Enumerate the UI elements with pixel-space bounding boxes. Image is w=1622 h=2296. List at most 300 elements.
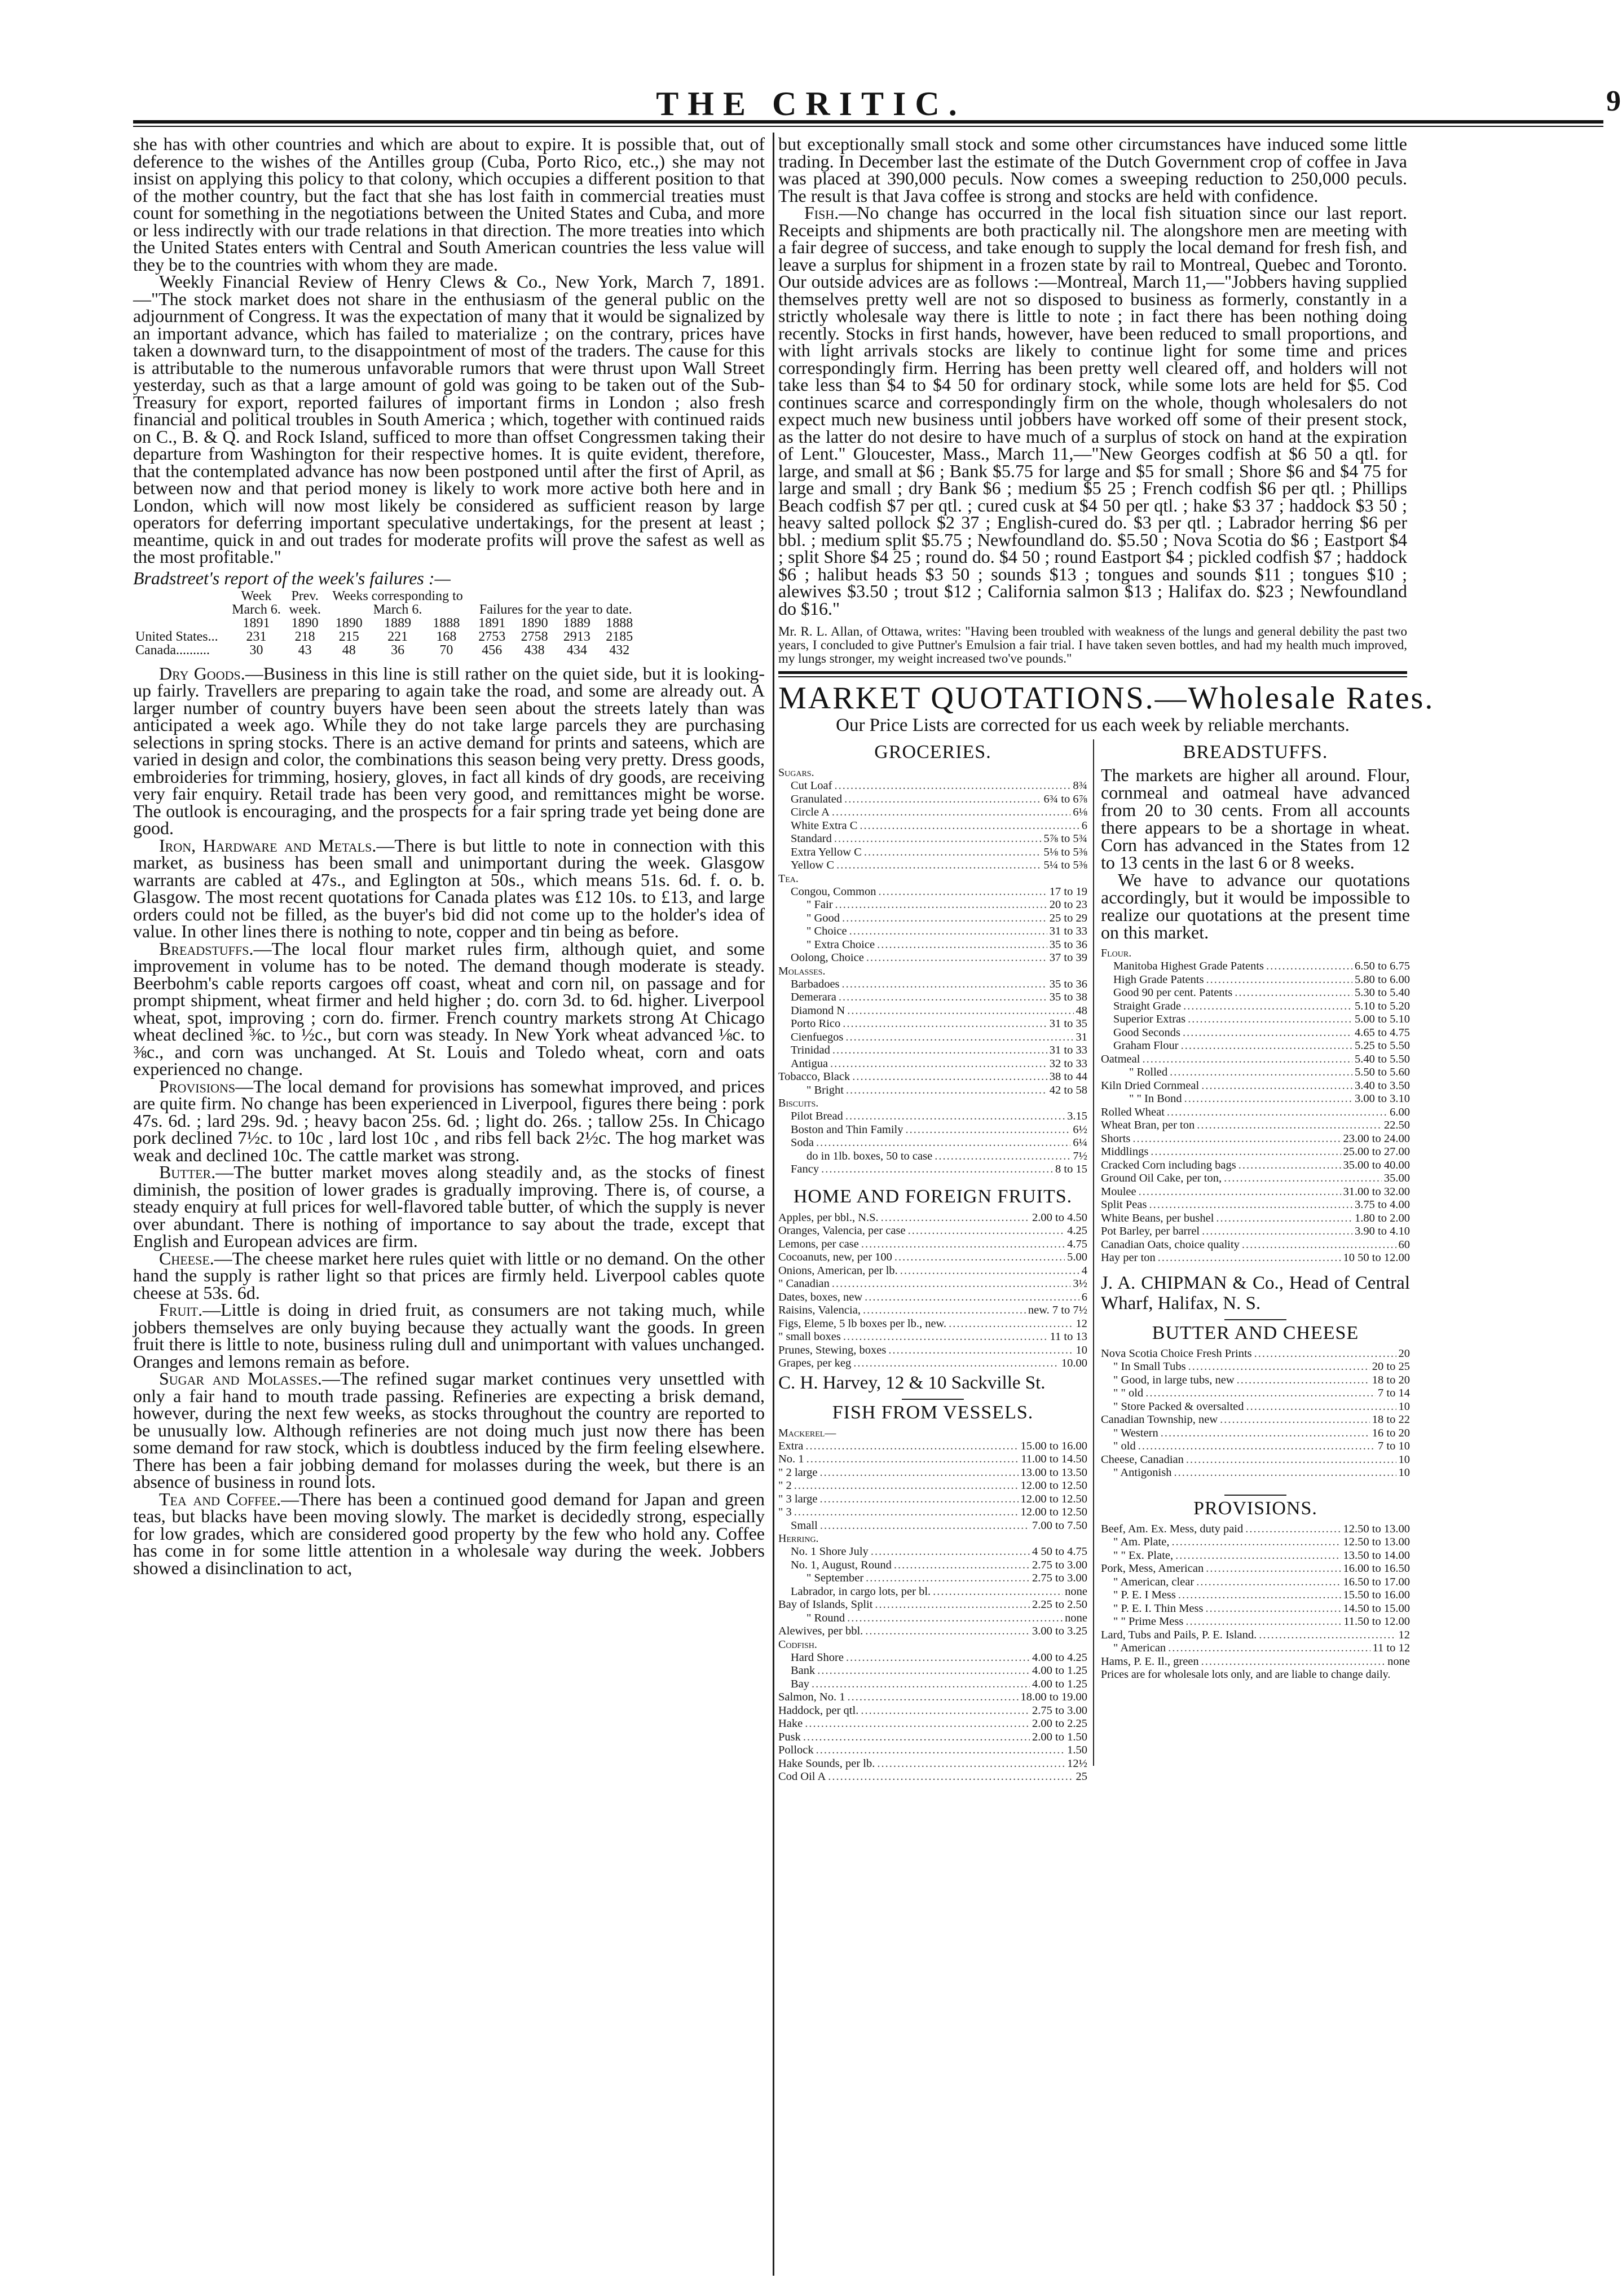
item-name: Superior Extras xyxy=(1113,1013,1186,1025)
item-name: Extra xyxy=(778,1439,804,1452)
item-price: 31 to 33 xyxy=(1049,1044,1087,1056)
item-name: Pollock xyxy=(778,1744,814,1756)
item-name: " " old xyxy=(1113,1387,1144,1399)
list-item xyxy=(1101,1374,1410,1387)
year-header: 1891 xyxy=(478,615,506,631)
section-heading: Butter. xyxy=(159,1162,216,1182)
item-name: " " In Bond xyxy=(1129,1092,1182,1105)
item-price: 3.90 to 4.10 xyxy=(1355,1225,1410,1237)
leader-dots xyxy=(816,1136,1070,1150)
provisions-heading: PROVISIONS. xyxy=(1193,1497,1317,1519)
list-item xyxy=(778,1004,1087,1018)
leader-dots xyxy=(846,1651,1030,1665)
list-item xyxy=(1101,1642,1410,1655)
item-price: 10 xyxy=(1398,1400,1410,1413)
left-column xyxy=(133,135,765,1576)
list-item xyxy=(778,1519,1087,1533)
list-item xyxy=(778,1559,1087,1572)
item-name: Trinidad xyxy=(791,1044,830,1056)
item-name: Hake Sounds, per lb. xyxy=(778,1757,875,1770)
provisions-list xyxy=(1101,1523,1410,1669)
page-number: 9 xyxy=(1606,85,1621,117)
list-item xyxy=(778,1770,1087,1784)
item-name: Moulee xyxy=(1101,1185,1136,1198)
list-item xyxy=(778,1493,1087,1506)
leader-dots xyxy=(817,1664,1030,1678)
item-name: Grapes, per keg xyxy=(778,1357,852,1369)
list-item xyxy=(778,859,1087,872)
item-name: " Rolled xyxy=(1129,1066,1168,1078)
leader-dots xyxy=(849,925,1047,938)
list-item xyxy=(1101,1106,1410,1120)
leader-dots xyxy=(1142,1053,1352,1067)
groceries-heading: GROCERIES. xyxy=(874,742,991,763)
item-price: 18 to 20 xyxy=(1372,1373,1410,1386)
leader-dots xyxy=(1171,1536,1341,1549)
item-price: 5.10 to 5.20 xyxy=(1355,999,1410,1012)
item-name: Cracked Corn including bags xyxy=(1101,1158,1236,1171)
list-item xyxy=(1101,1440,1410,1453)
paragraph: but exceptionally small stock and some other circumstances have induced some little trading. In December last the estimate of the Dutch Government crop of coffee in Java was placed at 390,000 peculs. Now comes a sweeping reduction to 250,000 peculs. The result is that Java coffee is strong and stocks are held with confidence. xyxy=(778,134,1407,206)
paragraph-iron: Iron, Hardware and Metals.—There is but little to note in connection with this market, as business has been small and unimportant during the week. Glasgow warrants are cabled at 47s., and Eglington at 50s., which means 51s. 6d. f. o. b. Glasgow. The most recent quotations for Canada plates was £12 10s. to £13, and large orders could not be filled, as the buyer's bid did not come up to the holder's idea of value. In other lines there is nothing to note, copper and tin being as before. xyxy=(133,835,765,941)
col-header: Weeks corresponding to xyxy=(332,588,463,603)
item-name: Pilot Bread xyxy=(791,1110,843,1122)
item-price: 4.00 to 4.25 xyxy=(1032,1651,1087,1664)
item-name: " P. E. I Mess xyxy=(1113,1589,1176,1601)
item-name: Labrador, in cargo lots, per bl. xyxy=(791,1585,931,1598)
leader-dots xyxy=(1175,1549,1341,1563)
item-name: Barbadoes xyxy=(791,977,840,990)
list-item xyxy=(1101,1615,1410,1629)
item-name: Haddock, per qtl. xyxy=(778,1704,859,1717)
item-price: 7½ xyxy=(1073,1149,1087,1162)
leader-dots xyxy=(908,1224,1065,1238)
list-item xyxy=(1101,986,1410,1000)
item-name: " " Ex. Plate, xyxy=(1113,1549,1174,1562)
list-item xyxy=(1101,1523,1410,1536)
leader-dots xyxy=(805,1440,1018,1453)
item-name: " Bright xyxy=(806,1083,844,1096)
item-price: 13.50 to 14.00 xyxy=(1343,1549,1410,1562)
year-header: 1890 xyxy=(335,615,363,631)
list-item xyxy=(778,951,1087,965)
breadstuffs-note-2: We have to advance our quotations accordingly, but it would be impossible to realize our quotations at the present time on this market. xyxy=(1101,870,1410,942)
item-name: " Store Packed & oversalted xyxy=(1113,1400,1244,1413)
list-item xyxy=(1101,1053,1410,1067)
item-price: 5⅛ to 5⅜ xyxy=(1043,845,1087,858)
paragraph-fruit: Fruit.—Little is doing in dried fruit, as consumers are not taking much, while jobbers themselves are only buying because they actually want the goods. In green fruit there is little to note, business ruling dull and unimportant with values unchanged. Oranges and lemons remain as before. xyxy=(133,1299,765,1372)
item-price: 4.25 xyxy=(1067,1224,1087,1237)
item-name: No. 1 Shore July xyxy=(791,1545,869,1558)
leader-dots xyxy=(1184,1092,1352,1106)
item-name: " American xyxy=(1113,1642,1166,1654)
publication-title: THE CRITIC. xyxy=(656,85,966,122)
leader-dots xyxy=(1238,1159,1341,1173)
item-price: 2.75 to 3.00 xyxy=(1032,1558,1087,1571)
list-item xyxy=(778,1163,1087,1176)
item-name: Manitoba Highest Grade Patents xyxy=(1113,960,1264,972)
list-subheading: Flour. xyxy=(1101,947,1132,959)
item-name: " Canadian xyxy=(778,1277,830,1290)
item-price: none xyxy=(1065,1611,1087,1624)
item-name: Wheat Bran, per ton xyxy=(1101,1119,1195,1131)
year-header: 1889 xyxy=(384,615,412,631)
leader-dots xyxy=(1224,1172,1382,1186)
year-header: 1891 xyxy=(243,615,270,631)
item-price: 11.50 to 12.00 xyxy=(1343,1615,1410,1628)
item-name: Lemons, per case xyxy=(778,1237,859,1250)
item-name: Nova Scotia Choice Fresh Prints xyxy=(1101,1347,1252,1360)
list-item xyxy=(778,1440,1087,1453)
item-price: 14.50 to 15.00 xyxy=(1343,1602,1410,1615)
leader-dots xyxy=(1216,1212,1352,1226)
codfish-list xyxy=(778,1651,1087,1691)
item-name: Standard xyxy=(791,832,832,845)
leader-dots xyxy=(1158,1251,1341,1265)
section-heading: Cheese. xyxy=(159,1248,214,1268)
leader-dots xyxy=(1181,1039,1352,1053)
year-header: 1889 xyxy=(563,615,590,631)
item-price: new. 7 to 7½ xyxy=(1028,1304,1087,1316)
leader-dots xyxy=(794,1506,1019,1519)
list-item xyxy=(778,832,1087,846)
list-item xyxy=(1101,1172,1410,1186)
list-item xyxy=(778,846,1087,860)
leader-dots xyxy=(1188,1013,1352,1026)
list-subheading: Biscuits. xyxy=(778,1097,819,1109)
list-item xyxy=(1101,1400,1410,1414)
item-name: " American, clear xyxy=(1113,1575,1195,1588)
item-price: 15.00 to 16.00 xyxy=(1020,1439,1087,1452)
list-item xyxy=(1101,1119,1410,1132)
item-name: High Grade Patents xyxy=(1113,973,1204,986)
list-item xyxy=(778,1304,1087,1317)
item-name: " In Small Tubs xyxy=(1113,1360,1186,1373)
item-price: 37 to 39 xyxy=(1049,951,1087,964)
item-price: 1.80 to 2.00 xyxy=(1355,1211,1410,1224)
item-name: Raisins, Valencia, xyxy=(778,1304,861,1316)
leader-dots xyxy=(877,938,1047,952)
item-name: Oolong, Choice xyxy=(791,951,864,964)
leader-dots xyxy=(866,1572,1030,1585)
list-item xyxy=(778,1744,1087,1757)
item-name: Hake xyxy=(778,1717,803,1730)
leader-dots xyxy=(861,1238,1065,1251)
leader-dots xyxy=(1242,1239,1396,1252)
item-name: Cod Oil A xyxy=(778,1770,826,1783)
item-name: Beef, Am. Ex. Mess, duty paid xyxy=(1101,1522,1244,1535)
list-item xyxy=(1101,1239,1410,1252)
flour-list-block xyxy=(1101,947,1410,1265)
item-price: 38 to 44 xyxy=(1049,1070,1087,1083)
table-row: United States... 231 218 215 221 168 2753 2758 2913 2185 xyxy=(135,629,633,644)
col-header: March 6. xyxy=(232,602,281,617)
leader-dots xyxy=(1188,1360,1370,1374)
list-item xyxy=(778,1704,1087,1718)
list-item xyxy=(778,1070,1087,1084)
leader-dots xyxy=(847,1691,1018,1704)
item-name: Cheese, Canadian xyxy=(1101,1453,1184,1466)
leader-dots xyxy=(852,1070,1047,1084)
leader-dots xyxy=(1201,1655,1385,1669)
leader-dots xyxy=(845,1031,1073,1045)
item-price: 2.75 to 3.00 xyxy=(1032,1572,1087,1584)
list-subheading: Herring. xyxy=(778,1532,819,1545)
flour-list xyxy=(1101,960,1410,1265)
provisions-footnote: Prices are for wholesale lots only, and are liable to change daily. xyxy=(1101,1668,1391,1681)
item-price: 3.75 to 4.00 xyxy=(1355,1198,1410,1211)
item-name: " Western xyxy=(1113,1426,1158,1439)
leader-dots xyxy=(1170,1066,1352,1079)
item-name: " Am. Plate, xyxy=(1113,1536,1170,1548)
item-price: 3.00 to 3.10 xyxy=(1355,1092,1410,1105)
leader-dots xyxy=(1254,1347,1396,1361)
item-name: Soda xyxy=(791,1136,814,1149)
item-price: 5.50 to 5.60 xyxy=(1355,1066,1410,1078)
item-name: " Antigonish xyxy=(1113,1466,1172,1479)
item-name: White Extra C xyxy=(791,819,858,832)
item-price: 32 to 33 xyxy=(1049,1057,1087,1070)
list-item xyxy=(778,978,1087,991)
item-price: none xyxy=(1387,1655,1410,1668)
item-price: 5.25 to 5.50 xyxy=(1355,1039,1410,1052)
list-item xyxy=(1101,1453,1410,1467)
section-heading: Sugar and Molasses. xyxy=(159,1368,322,1389)
list-item xyxy=(1101,1427,1410,1440)
groceries-list xyxy=(778,766,1087,1176)
leader-dots xyxy=(1246,1400,1396,1414)
list-item xyxy=(778,1757,1087,1771)
leader-dots xyxy=(1145,1387,1376,1400)
leader-dots xyxy=(843,1017,1047,1031)
leader-dots xyxy=(812,1678,1030,1691)
item-name: Congou, Common xyxy=(791,885,876,898)
item-price: 35.00 xyxy=(1383,1172,1410,1184)
leader-dots xyxy=(879,885,1047,899)
item-price: 22.50 xyxy=(1383,1119,1410,1131)
list-item xyxy=(1101,1132,1410,1146)
list-item xyxy=(1101,1589,1410,1602)
col-header: Week xyxy=(241,588,272,603)
list-item xyxy=(1101,1159,1410,1173)
item-price: 12.50 to 13.00 xyxy=(1343,1536,1410,1548)
item-price: 6⅛ xyxy=(1073,806,1087,818)
item-price: 12.00 to 12.50 xyxy=(1020,1506,1087,1518)
item-price: 5¼ to 5⅜ xyxy=(1043,859,1087,871)
list-item xyxy=(778,1612,1087,1625)
divider xyxy=(1224,1495,1286,1496)
list-item xyxy=(778,1466,1087,1480)
item-price: 35 to 36 xyxy=(1049,977,1087,990)
item-name: Yellow C xyxy=(791,859,835,871)
divider xyxy=(1224,1319,1286,1320)
leader-dots xyxy=(871,1545,1030,1559)
leader-dots xyxy=(835,898,1047,912)
leader-dots xyxy=(839,991,1047,1004)
section-heading: Fruit. xyxy=(159,1299,203,1320)
list-item xyxy=(1101,1549,1410,1563)
tea-list xyxy=(778,885,1087,965)
fruit-merchant-credit: C. H. Harvey, 12 & 10 Sackville St. xyxy=(778,1372,1046,1393)
item-price: 16.00 to 16.50 xyxy=(1343,1562,1410,1575)
item-price: 13.00 to 13.50 xyxy=(1020,1466,1087,1479)
list-item xyxy=(1101,1536,1410,1549)
leader-dots xyxy=(1174,1466,1396,1480)
paragraph-tea: Tea and Coffee.—There has been a continued good demand for Japan and green teas, but blacks have been moving slowly. The market is decidedly strong, especially for low grades, which are considered good property by the few who hold any. Coffee has come in for some little attention in a wholesale way during the week. Jobbers showed a disinclination to act, xyxy=(133,1488,765,1578)
item-name: No. 1, August, Round xyxy=(791,1558,892,1571)
item-price: 60 xyxy=(1398,1238,1410,1251)
paragraph-cheese: Cheese.—The cheese market here rules quiet with little or no demand. On the other hand the supply is rather light so that prices are firmly held. Liverpool cables quote cheese at 53s. 6d. xyxy=(133,1248,765,1303)
breadstuffs-heading: BREADSTUFFS. xyxy=(1183,742,1328,763)
leader-dots xyxy=(1197,1119,1382,1132)
leader-dots xyxy=(861,1704,1030,1718)
list-item xyxy=(778,1251,1087,1264)
item-name: " 2 xyxy=(778,1479,792,1492)
item-price: none xyxy=(1065,1585,1087,1598)
item-name: Rolled Wheat xyxy=(1101,1105,1165,1118)
item-price: 2.25 to 2.50 xyxy=(1032,1598,1087,1611)
item-price: 4.00 to 1.25 xyxy=(1032,1664,1087,1677)
item-price: 5.00 to 5.10 xyxy=(1355,1013,1410,1025)
leader-dots xyxy=(805,1717,1030,1731)
paragraph-dry-goods: Dry Goods.—Business in this line is still rather on the quiet side, but it is looking-up fairly. Travellers are preparing to again take the road, and some are already out. A larger number of country buyers have been seen about the streets lately than was anticipated a week ago. While they do not take large parcels they are purchasing selections in spring stocks. There is an active demand for prints and sateens, which are varied in design and color, the combinations this season being very pretty. Dress goods, embroideries for trimming, hosiery, gloves, in fact all kinds of dry goods, are receiving very fair enquiry. Retail trade has been very good, and remittances might be worse. The outlook is encouraging, and the prospects for a fair spring trade yet being done are good. xyxy=(133,663,765,838)
item-price: 6¾ to 6⅞ xyxy=(1043,792,1087,805)
item-price: 5⅞ to 5¾ xyxy=(1043,832,1087,845)
leader-dots xyxy=(894,1559,1030,1572)
divider xyxy=(778,676,1407,677)
breadstuffs-note: The markets are higher all around. Flour, cornmeal and oatmeal have advanced from 20 to 30 cents. From all accounts there appears to be a shortage in wheat. Corn has advanced in the States from 12 to 13 cents in the last 6 or 8 weeks. xyxy=(1101,765,1410,872)
list-item xyxy=(1101,1251,1410,1265)
divider xyxy=(902,1399,964,1400)
leader-dots xyxy=(806,1453,1019,1466)
leader-dots xyxy=(1139,1186,1341,1199)
item-price: 6½ xyxy=(1073,1123,1087,1136)
item-price: 4 50 to 4.75 xyxy=(1032,1545,1087,1558)
leader-dots xyxy=(803,1731,1030,1744)
list-item xyxy=(778,1123,1087,1137)
item-name: Boston and Thin Family xyxy=(791,1123,903,1136)
item-price: 20 xyxy=(1398,1347,1410,1360)
item-price: 17 to 19 xyxy=(1049,885,1087,898)
item-price: 20 to 23 xyxy=(1049,898,1087,911)
list-item xyxy=(1101,1576,1410,1589)
leader-dots xyxy=(834,779,1070,793)
leader-dots xyxy=(1202,1225,1352,1239)
year-header: 1890 xyxy=(291,615,319,631)
col-header: Failures for the year to date. xyxy=(479,602,632,617)
item-name: " 3 large xyxy=(778,1492,818,1505)
item-name: Straight Grade xyxy=(1113,999,1182,1012)
item-name: Salmon, No. 1 xyxy=(778,1691,845,1703)
item-name: Good Seconds xyxy=(1113,1026,1181,1039)
leader-dots xyxy=(847,1004,1073,1018)
paragraph-provisions: Provisions—The local demand for provisions has somewhat improved, and prices are quite firm. No change has been experienced in Liverpool, figures there being : pork 47s. 6d. ; lard 29s. 9d. ; heavy bacon 25s. 6d. ; light do. 26s. ; tallow 25s. In Chicago pork declined 7½c. to 10c , lard lost 10c , and ribs fell back 2½c. The hog market was weak and declined 10c. The cattle market was strong. xyxy=(133,1076,765,1165)
item-name: Middlings xyxy=(1101,1145,1149,1158)
testimonial-ad: Mr. R. L. Allan, of Ottawa, writes: "Having been troubled with weakness of the lungs and general debility the past two years, I concluded to give Puttner's Emulsion a fair trial. I have taken seven bottles, and had my health much improved, my lungs stronger, my weight increased two've pounds." xyxy=(778,624,1407,666)
item-price: 16 to 20 xyxy=(1372,1426,1410,1439)
item-price: 5.80 to 6.00 xyxy=(1355,973,1410,986)
list-item xyxy=(778,1224,1087,1238)
table-row: Canada.......... 30 43 48 36 70 456 438 434 432 xyxy=(135,642,630,658)
list-item xyxy=(778,1031,1087,1045)
list-item xyxy=(1101,1655,1410,1669)
tobacco-list xyxy=(778,1070,1087,1097)
list-item xyxy=(778,779,1087,793)
item-price: 23.00 to 24.00 xyxy=(1343,1132,1410,1145)
item-price: 8¾ xyxy=(1073,779,1087,792)
market-quotations-subtitle: Our Price Lists are corrected for us each week by reliable merchants. xyxy=(836,715,1350,735)
list-item xyxy=(778,885,1087,899)
item-price: 11.00 to 14.50 xyxy=(1021,1453,1087,1465)
list-item xyxy=(778,1479,1087,1493)
list-item xyxy=(778,1572,1087,1585)
leader-dots xyxy=(830,1057,1047,1071)
fish-vessels-list xyxy=(778,1427,1087,1784)
list-item xyxy=(778,1136,1087,1150)
leader-dots xyxy=(853,1357,1059,1370)
paragraph-fish: Fish.—No change has occurred in the local fish situation since our last report. Receipts and shipments are both practically nil. The alongshore men are meeting with a fair degree of success, and take enough to supply the local demand for fresh fish, and leave a surplus for shipment in a frozen state by rail to Montreal, Quebec and Toronto. Our outside advices are as follows :—Montreal, March 11,—"Jobbers having supplied themselves pretty well are not so disposed to business as formerly, constantly in a strictly wholesale way there is little to note ; in fact there has been nothing doing recently. Stocks in first hands, however, have been reduced to small proportions, and with light arrivals stocks are likely to continue light for some time and prices correspondingly firm. Herring has been pretty well cleared off, and holders will not take less than $4 to $4 50 for ordinary stock, while some lots are held for $5. Cod continues scarce and correspondingly firm on the whole, though wholesalers do not expect much new business until jobbers have worked off some of their present stock, as the latter do not desire to have much of a surplus of stock on hand at the expiration of Lent." Gloucester, Mass., March 11,—"New Georges codfish at $6 50 a qtl. for large, and small at $6 ; Bank $5.75 for large and $5 for small ; Shore $6 and $4 75 for large and small ; dry Bank $6 ; medium $5 25 ; French codfish $6 per qtl. ; Phillips Beach codfish $7 per qtl. ; cured cusk at $4 50 per qtl. ; hake $3 37 ; haddock $3 50 ; heavy salted pollock $2 37 ; English-cured do. $3 per qtl. ; Labrador herring $6 per bbl. ; medium split $5.75 ; Newfoundland do. $5.50 ; Nova Scotia do $6 ; Eastport $4 ; split Shore $4 25 ; round do. $4 50 ; round Eastport $4 ; pickled codfish $7 ; haddock $6 ; halibut heads $3 50 ; sounds $13 ; tongues and sounds $11 ; tongues $10 ; alewives $3.50 ; trout $12 ; California salmon $13 ; Halifax do. $23 ; Newfoundland do $16." xyxy=(778,202,1407,619)
item-name: Kiln Dried Cornmeal xyxy=(1101,1079,1200,1092)
item-price: 10 xyxy=(1398,1466,1410,1479)
item-name: " Fair xyxy=(806,898,833,911)
item-name: Hay per ton xyxy=(1101,1251,1156,1264)
list-item xyxy=(1101,1387,1410,1400)
item-price: 5.00 xyxy=(1067,1251,1087,1263)
item-price: 7 to 10 xyxy=(1378,1440,1410,1452)
fruits-list xyxy=(778,1211,1087,1370)
leader-dots xyxy=(864,846,1042,860)
item-price: 4.00 to 1.25 xyxy=(1032,1677,1087,1690)
item-price: 2.00 to 2.25 xyxy=(1032,1717,1087,1730)
item-name: Good 90 per cent. Patents xyxy=(1113,986,1233,999)
right-column xyxy=(778,134,1435,1783)
list-item xyxy=(1101,1092,1410,1106)
paragraph-breadstuffs: Breadstuffs.—The local flour market rules firm, although quiet, and some improvement in volume has to be noted. The demand though moderate is steady. Beerbohm's cable reports cargoes off coast, wheat and corn nil, on passage and for prompt shipment, wheat firmer and held higher ; do. corn 3d. to 6d. higher. Liverpool wheat, spot, improving ; corn do. firmer. French country markets strong At Chicago wheat declined ⅜c. to ½c., but corn was steady. In New York wheat advanced ⅛c. to ⅜c., and corn was unchanged. At St. Louis and Toledo wheat, corn and oats experienced no change. xyxy=(133,938,765,1079)
butter-cheese-heading: BUTTER AND CHEESE xyxy=(1152,1322,1359,1343)
list-item xyxy=(778,1691,1087,1704)
paragraph: she has with other countries and which are about to expire. It is possible that, out of deference to the wishes of the Antilles group (Cuba, Porto Rico, etc.,) she may not insist on applying this policy to that colony, which occupies a different position to that of the mother country, but the fact that she has lost faith in commercial treaties must count for something in the negotiations between the United States and Cuba, and more or less indirectly with our trade relations in that direction. The more treaties into which the United States enters with Central and South American countries the less value will they be to the countries with whom they are made. xyxy=(133,134,765,275)
item-price: 31 to 33 xyxy=(1049,925,1087,937)
item-name: Pusk xyxy=(778,1730,801,1743)
leader-dots xyxy=(900,1264,1079,1278)
item-name: Extra Yellow C xyxy=(791,845,862,858)
list-item xyxy=(1101,1629,1410,1642)
list-item xyxy=(778,1717,1087,1731)
divider xyxy=(778,671,1407,674)
item-price: 6 xyxy=(1081,1290,1087,1303)
item-price: 42 to 58 xyxy=(1049,1083,1087,1096)
item-name: " " Prime Mess xyxy=(1113,1615,1184,1628)
leader-dots xyxy=(863,1304,1026,1317)
list-item xyxy=(778,1357,1087,1370)
item-name: Antigua xyxy=(791,1057,828,1070)
item-name: Apples, per bbl., N.S. xyxy=(778,1211,879,1224)
mackerel-list xyxy=(778,1440,1087,1533)
item-price: 12.50 to 13.00 xyxy=(1343,1522,1410,1535)
misc-fish-list xyxy=(778,1691,1087,1784)
item-name: Porto Rico xyxy=(791,1017,841,1030)
item-price: 2.00 to 4.50 xyxy=(1032,1211,1087,1224)
list-item xyxy=(1101,1466,1410,1480)
item-name: Split Peas xyxy=(1101,1198,1147,1211)
list-item xyxy=(778,1453,1087,1466)
list-item xyxy=(778,1057,1087,1071)
item-name: " small boxes xyxy=(778,1330,841,1343)
leader-dots xyxy=(1205,1602,1341,1616)
item-name: Onions, American, per lb. xyxy=(778,1264,898,1277)
list-item xyxy=(1101,1000,1410,1013)
item-name: Canadian Township, new xyxy=(1101,1413,1218,1426)
